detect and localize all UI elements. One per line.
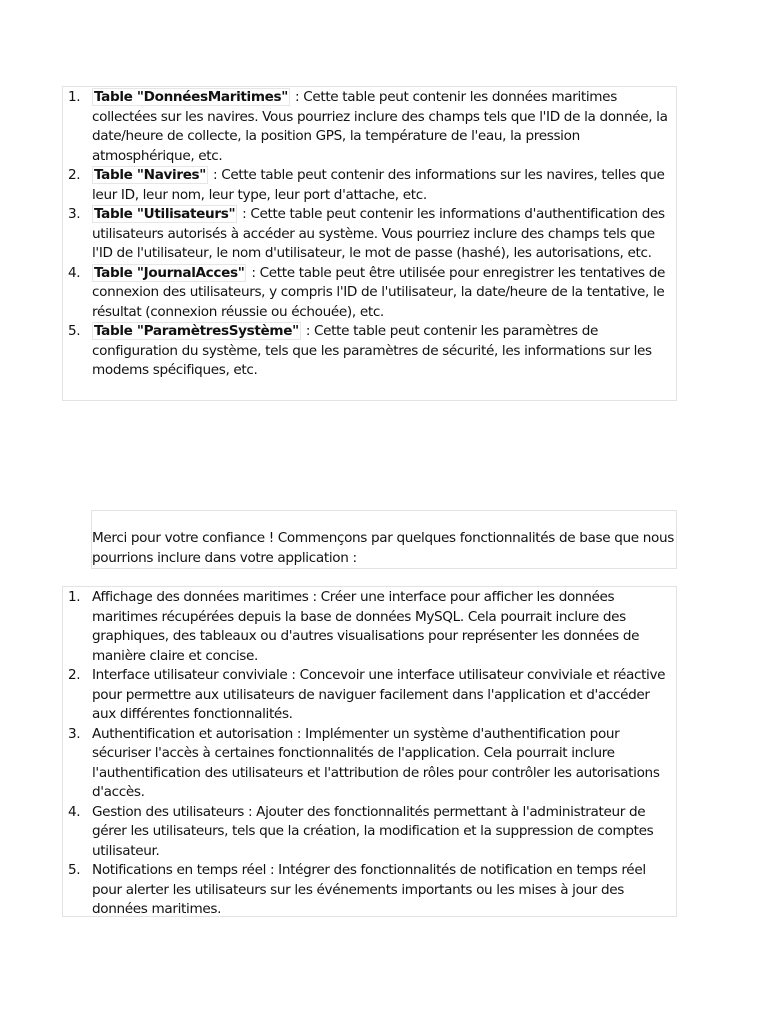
table-description: : Cette table peut contenir les informations d'authentification des utilisateurs autorisés à accéder au système. Vous pourriez inclure des champs tels que l'ID de l'utilisateur, le nom d'utilisateur, le mot de passe (hashé), les autorisations, etc. [92, 206, 665, 261]
list-item [63, 803, 676, 862]
list-item [63, 205, 676, 264]
tables-list-block [62, 86, 677, 401]
list-item [63, 861, 676, 920]
list-item [63, 264, 676, 323]
feature-text: Notifications en temps réel : Intégrer des fonctionnalités de notification en temps réel pour alerter les utilisateurs sur les événements importants ou les mises à jour des données maritimes. [92, 862, 646, 917]
list-item [63, 666, 676, 725]
list-number: 3. [68, 206, 81, 222]
list-item [63, 588, 676, 666]
list-number: 4. [68, 264, 81, 281]
table-description: : Cette table peut contenir les données maritimes collectées sur les navires. Vous pourriez inclure des champs tels que l'ID de la donnée, la date/heure de collecte, la position GPS, la température de l'eau, la pression atmosphérique, etc. [92, 89, 668, 164]
feature-text: Authentification et autorisation : Implémenter un système d'authentification pour sécuriser l'accès à certaines fonctionnalités de l'application. Cela pourrait inclure l'authentification des utilisateurs et l'attribution de rôles pour contrôler les autorisations d'accès. [92, 725, 660, 800]
list-number: 4. [68, 803, 81, 820]
table-description: : Cette table peut contenir des informations sur les navires, telles que leur ID, leur nom, leur type, leur port d'attache, etc. [92, 167, 665, 203]
list-number: 1. [68, 589, 81, 605]
list-number: 5. [68, 323, 81, 339]
table-name: Table "JournalAcces" [94, 264, 245, 281]
table-description: : Cette table peut être utilisée pour enregistrer les tentatives de connexion des utilisateurs, y compris l'ID de l'utilisateur, la date/heure de la tentative, le résultat (connexion réussie ou échouée), etc. [92, 264, 666, 320]
feature-text: Interface utilisateur conviviale : Concevoir une interface utilisateur conviviale et réactive pour permettre aux utilisateurs de naviguer facilement dans l'application et d'accéder aux différentes fonctionnalités. [92, 667, 666, 722]
table-name: Table "Utilisateurs" [94, 206, 236, 222]
feature-text: Gestion des utilisateurs : Ajouter des fonctionnalités permettant à l'administrateur de gérer les utilisateurs, tels que la création, la modification et la suppression de comptes utilisateur. [92, 803, 654, 859]
table-name: Table "ParamètresSystème" [94, 323, 299, 339]
feature-text: Affichage des données maritimes : Créer une interface pour afficher les données maritimes récupérées depuis la base de données MySQL. Cela pourrait inclure des graphiques, des tableaux ou d'autres visualisations pour représenter les données de manière claire et concise. [92, 589, 640, 664]
table-name: Table "Navires" [94, 167, 207, 183]
list-number: 2. [68, 167, 81, 183]
table-description: : Cette table peut contenir les paramètres de configuration du système, tels que les paramètres de sécurité, les informations sur les modems spécifiques, etc. [92, 323, 652, 378]
list-number: 2. [68, 667, 81, 683]
intro-block [91, 510, 677, 569]
list-number: 1. [68, 89, 81, 105]
features-list-block [62, 586, 677, 917]
list-number: 5. [68, 862, 81, 878]
table-name: Table "DonnéesMaritimes" [94, 89, 289, 105]
list-item [63, 322, 676, 381]
list-item [63, 166, 676, 205]
tables-list [63, 87, 676, 381]
list-number: 3. [68, 725, 81, 742]
list-item [63, 725, 676, 803]
features-list [63, 587, 676, 920]
list-item [63, 88, 676, 166]
intro-paragraph: Merci pour votre confiance ! Commençons par quelques fonctionnalités de base que nous pourrions inclure dans votre application : [92, 530, 674, 566]
